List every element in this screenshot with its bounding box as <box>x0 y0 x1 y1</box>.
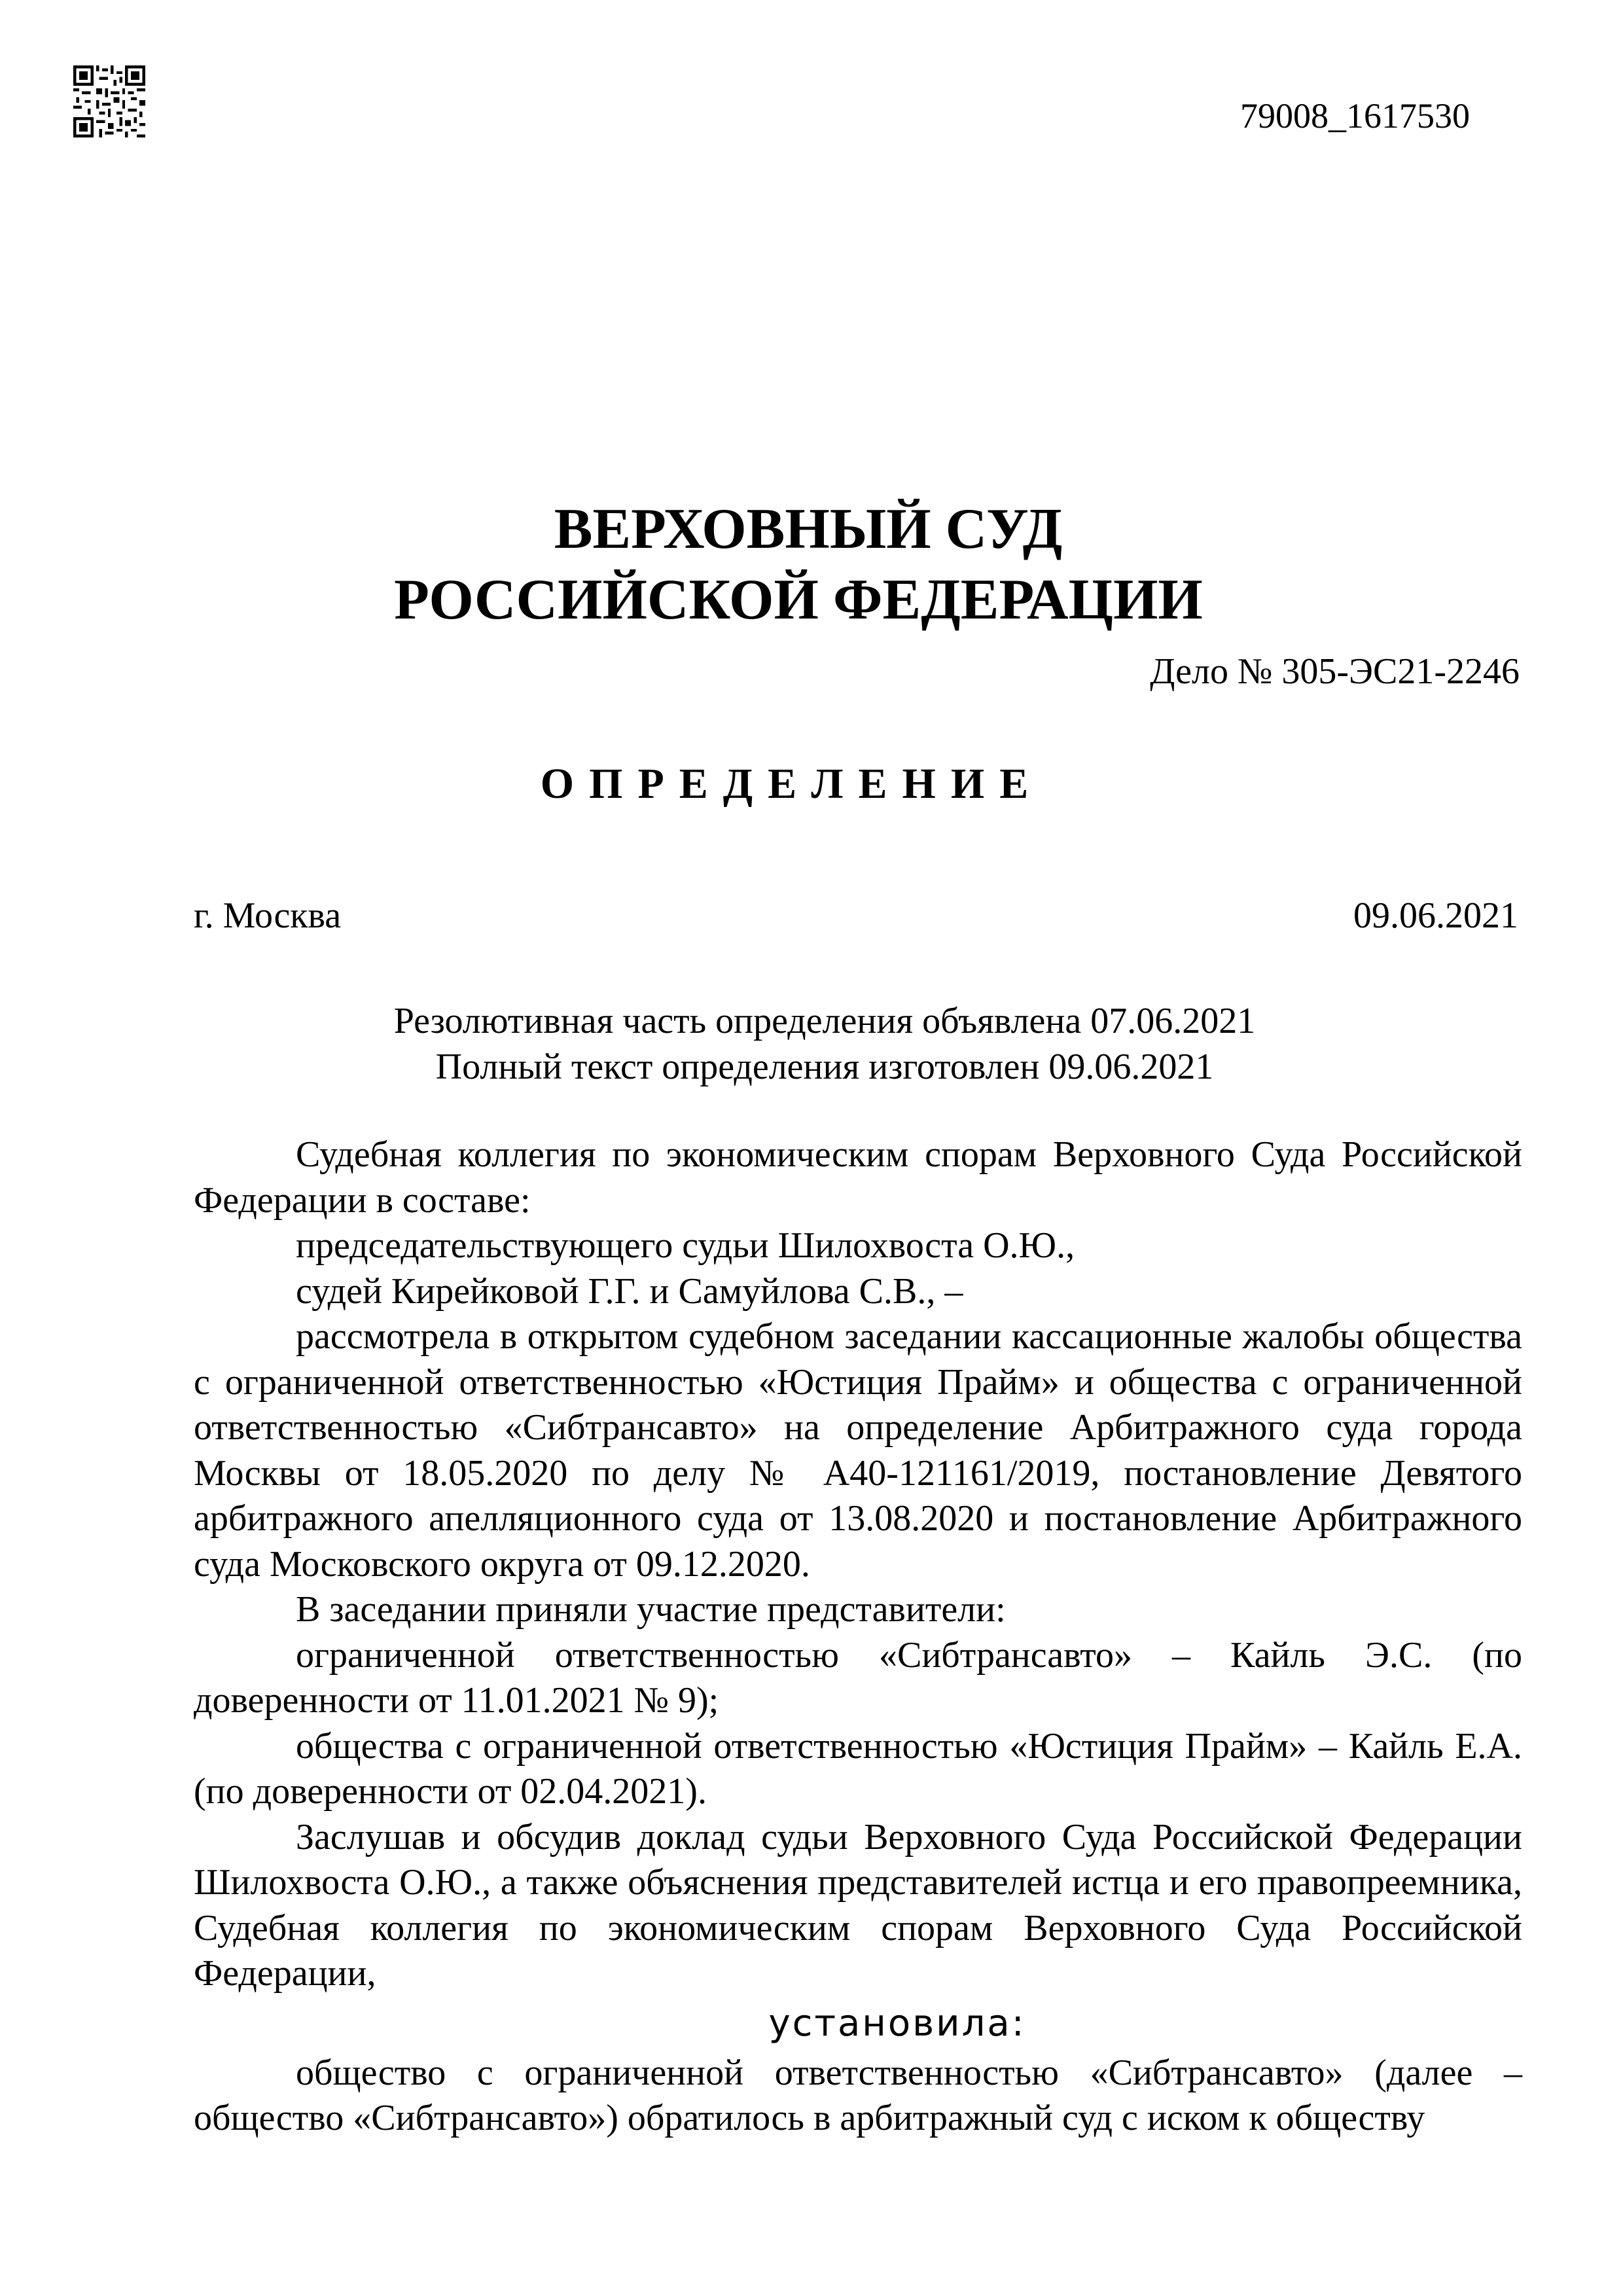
court-name-line1: ВЕРХОВНЫЙ СУД <box>554 497 1063 561</box>
qr-code <box>73 65 145 137</box>
case-number: Дело № 305-ЭС21-2246 <box>1150 651 1520 692</box>
document-title <box>0 755 1623 814</box>
court-name-line2: РОССИЙСКОЙ ФЕДЕРАЦИИ <box>394 568 1203 632</box>
document-title-text: ОПРЕДЕЛЕНИЕ <box>540 760 1044 808</box>
paragraph: Судебная коллегия по экономическим спорам Верховного Суда Российской Федерации в составе: <box>194 1134 1522 1221</box>
paragraph: судей Кирейковой Г.Г. и Самуйлова С.В., – <box>296 1270 963 1312</box>
paragraph: рассмотрела в открытом судебном заседании кассационные жалобы общества с ограниченной ответственностью «Юстиция Прайм» и общества с ограниченной ответственностью «Сибтрансавто» на определение Арбитражного суда города Москвы от 18.05.2020 по делу № А40-121161/2019, постановление Девятого арбитражного апелляционного суда от 13.08.2020 и постановление Арбитражного суда Московского округа от 09.12.2020. <box>194 1316 1522 1585</box>
city: г. Москва <box>194 895 342 936</box>
paragraph: Заслушав и обсудив доклад судьи Верховного Суда Российской Федерации Шилохвоста О.Ю., а также объяснения представителей истца и его правопреемника, Судебная коллегия по экономическим спорам Верховного Суда Российской Федерации, <box>194 1816 1522 1994</box>
document-id: 79008_1617530 <box>1240 96 1470 135</box>
announcement-notes <box>0 998 1623 1090</box>
operative-part-note: Резолютивная часть определения объявлена 07.06.2021 <box>393 1001 1256 1041</box>
document-date: 09.06.2021 <box>1353 895 1518 936</box>
section-heading-established: установила: <box>768 2001 1026 2045</box>
document-body <box>194 1132 1522 2142</box>
full-text-note: Полный текст определения изготовлен 09.06.2021 <box>435 1047 1214 1087</box>
court-name <box>0 494 1623 636</box>
paragraph: общество с ограниченной ответственностью «Сибтрансавто» (далее – общество «Сибтрансавто») обратилось в арбитражный суд с иском к обществу <box>194 2052 1522 2138</box>
paragraph: В заседании приняли участие представители: <box>296 1589 1006 1630</box>
paragraph: ограниченной ответственностью «Сибтрансавто» – Кайль Э.С. (по доверенности от 11.01.2021 № 9); <box>194 1634 1522 1721</box>
paragraph: председательствующего судьи Шилохвоста О.Ю., <box>296 1225 1075 1266</box>
paragraph: общества с ограниченной ответственностью «Юстиция Прайм» – Кайль Е.А. (по доверенности от 02.04.2021). <box>194 1725 1522 1812</box>
